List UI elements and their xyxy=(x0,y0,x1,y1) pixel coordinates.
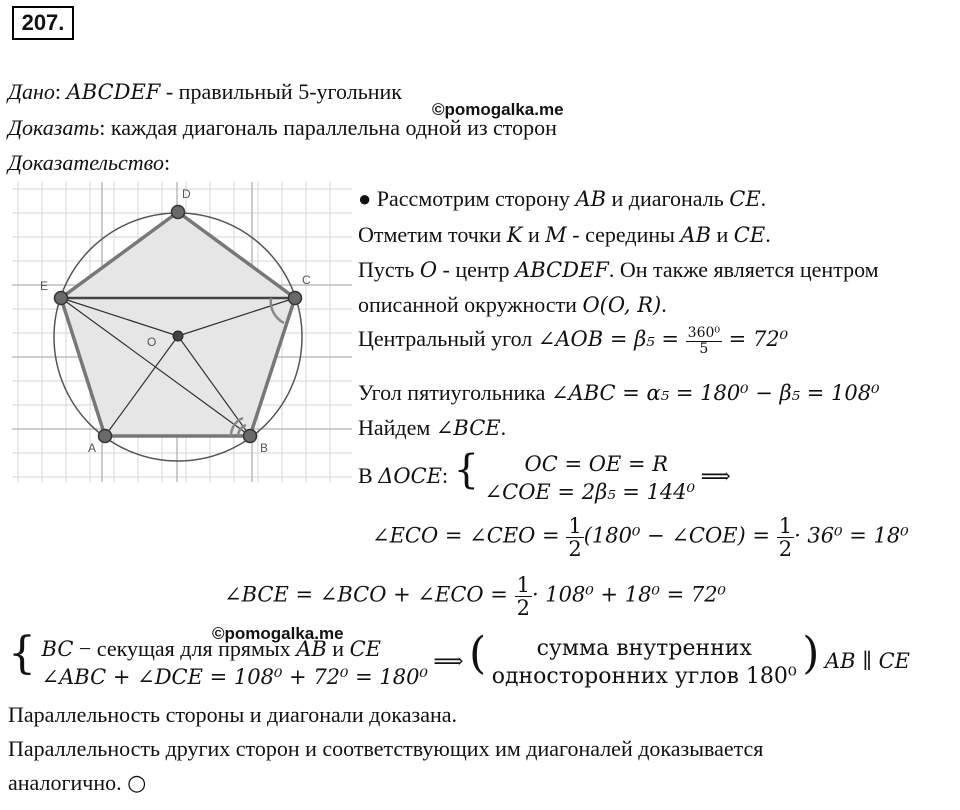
l8-brace: { xyxy=(453,447,480,493)
proof-line-7 xyxy=(358,415,506,441)
l8-colon: : xyxy=(441,463,449,488)
l1-m2: CE xyxy=(729,187,761,211)
l7-m1: ∠BCE xyxy=(435,416,501,440)
l4-m1: O(O, R) xyxy=(582,293,662,317)
given-colon: : xyxy=(54,79,62,104)
l10-d1: 2 xyxy=(516,596,530,621)
l2-m2: M xyxy=(545,223,567,247)
proof-line-8 xyxy=(358,448,731,506)
l10-n1: 1 xyxy=(516,573,530,597)
proof-line-12: Параллельность стороны и диагонали доказана. xyxy=(8,702,457,727)
proof-line-9 xyxy=(372,515,909,560)
given-figure: ABCDEF xyxy=(66,80,161,104)
l10-frac xyxy=(515,574,532,619)
l1-t3: . xyxy=(760,186,767,211)
l3-t1: Пусть xyxy=(358,257,420,282)
proof-line-10 xyxy=(224,574,726,619)
proof-line-13: Параллельность других сторон и соответствующих им диагоналей доказывается xyxy=(8,736,764,761)
proof-line-6 xyxy=(358,380,880,406)
label-o: O xyxy=(147,335,157,349)
label-a: A xyxy=(88,441,97,455)
given-label: Дано xyxy=(8,79,55,104)
l11-p1: сумма внутренних xyxy=(536,635,752,661)
l11-paren-text xyxy=(492,635,797,691)
bullet: ● xyxy=(358,186,372,211)
l3-m2: ABCDEF xyxy=(515,258,609,282)
l10-m1: ∠BCE = ∠BCO + ∠ECO = xyxy=(224,582,515,607)
proof-line-11 xyxy=(8,628,910,691)
l11-r1-m2: AB xyxy=(296,636,327,661)
l11-arrow: ⟹ xyxy=(433,649,464,673)
l11-r1-m: BC xyxy=(41,636,74,661)
prove-line xyxy=(8,115,557,141)
l6-m1: ∠ABC = α₅ = 180⁰ − β₅ = 108⁰ xyxy=(550,381,880,405)
l11-row2: ∠ABC + ∠DCE = 108⁰ + 72⁰ = 180⁰ xyxy=(41,664,428,689)
l9-n2: 1 xyxy=(778,514,793,538)
label-e: E xyxy=(40,279,49,293)
l9-d2: 2 xyxy=(778,537,793,562)
l11-r1-t1: − секущая для прямых xyxy=(73,635,297,661)
label-b: B xyxy=(260,441,269,455)
proof-line-3 xyxy=(358,257,879,283)
proof-label-colon: : xyxy=(163,150,171,175)
l5-den: 5 xyxy=(699,340,709,357)
proof-line-2 xyxy=(358,222,771,248)
l11-rparen: ) xyxy=(802,628,820,679)
l5-m2: = 72⁰ xyxy=(722,327,789,352)
l9-frac1 xyxy=(566,515,583,560)
l3-t3: . Он также является центром xyxy=(608,257,879,282)
l3-m1: O xyxy=(419,258,438,282)
l8-row1: OC = OE = R xyxy=(524,451,669,476)
l2-t4: и xyxy=(711,222,734,247)
label-c: C xyxy=(302,273,311,287)
l9-n1: 1 xyxy=(568,514,582,538)
l10-m2: · 108⁰ + 18⁰ = 72⁰ xyxy=(531,582,726,607)
label-d: D xyxy=(182,187,191,201)
l7-t1: Найдем xyxy=(358,415,436,440)
l5-m1: ∠AOB = β₅ = xyxy=(537,327,686,352)
l5-num: 360⁰ xyxy=(687,325,720,341)
l8-t1: В xyxy=(358,463,379,488)
l4-t1: описанной окружности xyxy=(358,292,583,317)
l8-m1: ΔOCE xyxy=(378,464,442,488)
proof-line-5 xyxy=(358,326,788,356)
l2-t1: Отметим точки xyxy=(358,222,507,247)
given-text: - правильный 5-угольник xyxy=(160,79,402,104)
given-line xyxy=(8,79,402,105)
prove-text: : каждая диагональ параллельна одной из сторон xyxy=(99,115,557,140)
l7-t2: . xyxy=(500,415,507,440)
l1-t2: и диагональ xyxy=(606,186,730,211)
l2-m3: AB xyxy=(680,223,712,247)
l9-m2: (180⁰ − ∠COE) = xyxy=(583,523,777,548)
l2-t5: . xyxy=(765,222,771,247)
l9-m1: ∠ECO = ∠CEO = xyxy=(372,523,567,548)
l11-system xyxy=(42,635,428,691)
problem-number: 207. xyxy=(12,6,74,40)
l5-t1: Центральный угол xyxy=(358,326,538,352)
l8-system xyxy=(485,450,696,506)
l11-p2: односторонних углов 180⁰ xyxy=(491,663,797,689)
proof-line-1 xyxy=(358,186,766,212)
center-point xyxy=(173,331,183,341)
l14-t1: аналогично. xyxy=(8,770,128,795)
l4-t2: . xyxy=(661,292,667,317)
l3-t2: - центр xyxy=(437,257,516,282)
proof-label xyxy=(8,150,170,176)
l8-row2: ∠COE = 2β₅ = 144⁰ xyxy=(484,479,696,504)
l2-t3: - середины xyxy=(566,222,681,247)
watermark-top: ©pomogalka.me xyxy=(432,100,564,119)
l11-conclusion: AB ∥ CE xyxy=(824,649,910,673)
l8-arrow: ⟹ xyxy=(700,464,731,488)
proof-label-text: Доказательство xyxy=(8,150,164,175)
l5-frac xyxy=(686,326,722,356)
l9-frac2 xyxy=(777,515,794,560)
l2-m1: K xyxy=(506,223,523,247)
end-of-proof-mark: ○ xyxy=(127,771,147,796)
l11-lparen: ( xyxy=(469,628,487,679)
pentagon-figure xyxy=(12,182,352,482)
proof-line-4 xyxy=(358,292,667,318)
l2-m4: CE xyxy=(733,223,766,247)
proof-line-14 xyxy=(8,770,146,796)
l1-t1: Рассмотрим сторону xyxy=(371,186,576,211)
l11-brace: { xyxy=(8,628,36,679)
l9-m3: · 36⁰ = 18⁰ xyxy=(794,523,909,548)
watermark-bottom: ©pomogalka.me xyxy=(212,624,344,643)
l9-d1: 2 xyxy=(568,537,582,562)
l2-t2: и xyxy=(522,222,546,247)
prove-label: Доказать xyxy=(8,115,100,140)
l6-t1: Угол пятиугольника xyxy=(358,380,551,405)
l11-r1-t2: и xyxy=(326,635,350,661)
l11-r1-m3: CE xyxy=(349,636,381,661)
l1-m1: AB xyxy=(575,187,607,211)
